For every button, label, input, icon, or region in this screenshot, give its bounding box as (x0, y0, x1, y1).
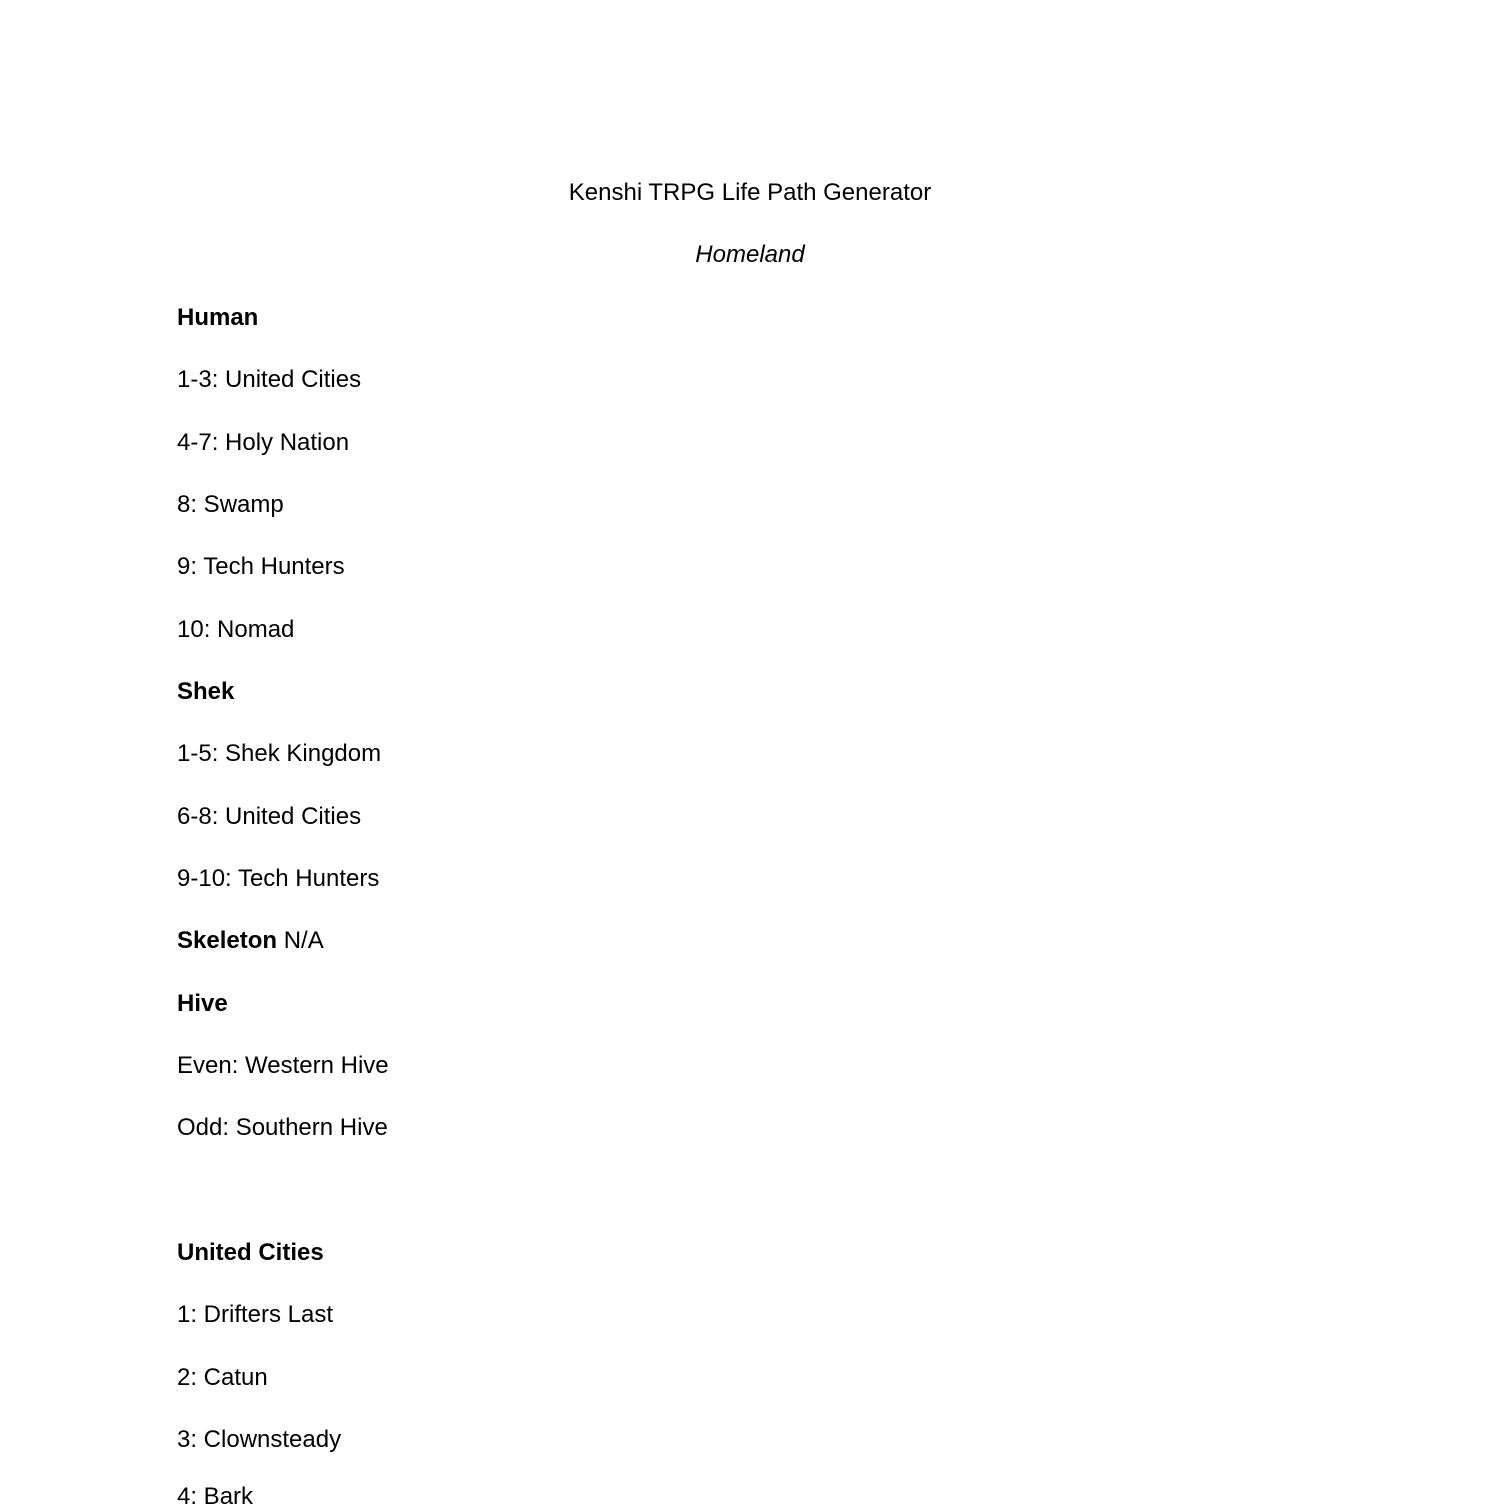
list-item-uc-1: 1: Drifters Last (177, 1301, 334, 1328)
list-item-hive-1: Even: Western Hive (177, 1052, 389, 1079)
heading-shek: Shek (177, 678, 235, 705)
list-item-human-2: 4-7: Holy Nation (177, 429, 350, 456)
list-item-shek-2: 6-8: United Cities (177, 803, 362, 830)
section-title-homeland: Homeland (695, 241, 805, 268)
list-item-shek-3: 9-10: Tech Hunters (177, 865, 380, 892)
list-item-uc-3: 3: Clownsteady (177, 1426, 342, 1453)
heading-human: Human (177, 304, 259, 331)
skeleton-value: N/A (277, 927, 324, 954)
list-item-human-5: 10: Nomad (177, 616, 295, 643)
heading-united-cities: United Cities (177, 1239, 324, 1266)
skeleton-line (177, 926, 324, 956)
heading-hive: Hive (177, 990, 228, 1017)
list-item-hive-2: Odd: Southern Hive (177, 1114, 388, 1141)
list-item-human-3: 8: Swamp (177, 491, 284, 518)
list-item-human-4: 9: Tech Hunters (177, 553, 345, 580)
document-title: Kenshi TRPG Life Path Generator (568, 179, 932, 206)
heading-skeleton: Skeleton (177, 927, 278, 954)
list-item-shek-1: 1-5: Shek Kingdom (177, 740, 382, 767)
list-item-uc-2: 2: Catun (177, 1364, 268, 1391)
list-item-uc-4: 4: Bark (177, 1483, 254, 1510)
list-item-human-1: 1-3: United Cities (177, 366, 362, 393)
